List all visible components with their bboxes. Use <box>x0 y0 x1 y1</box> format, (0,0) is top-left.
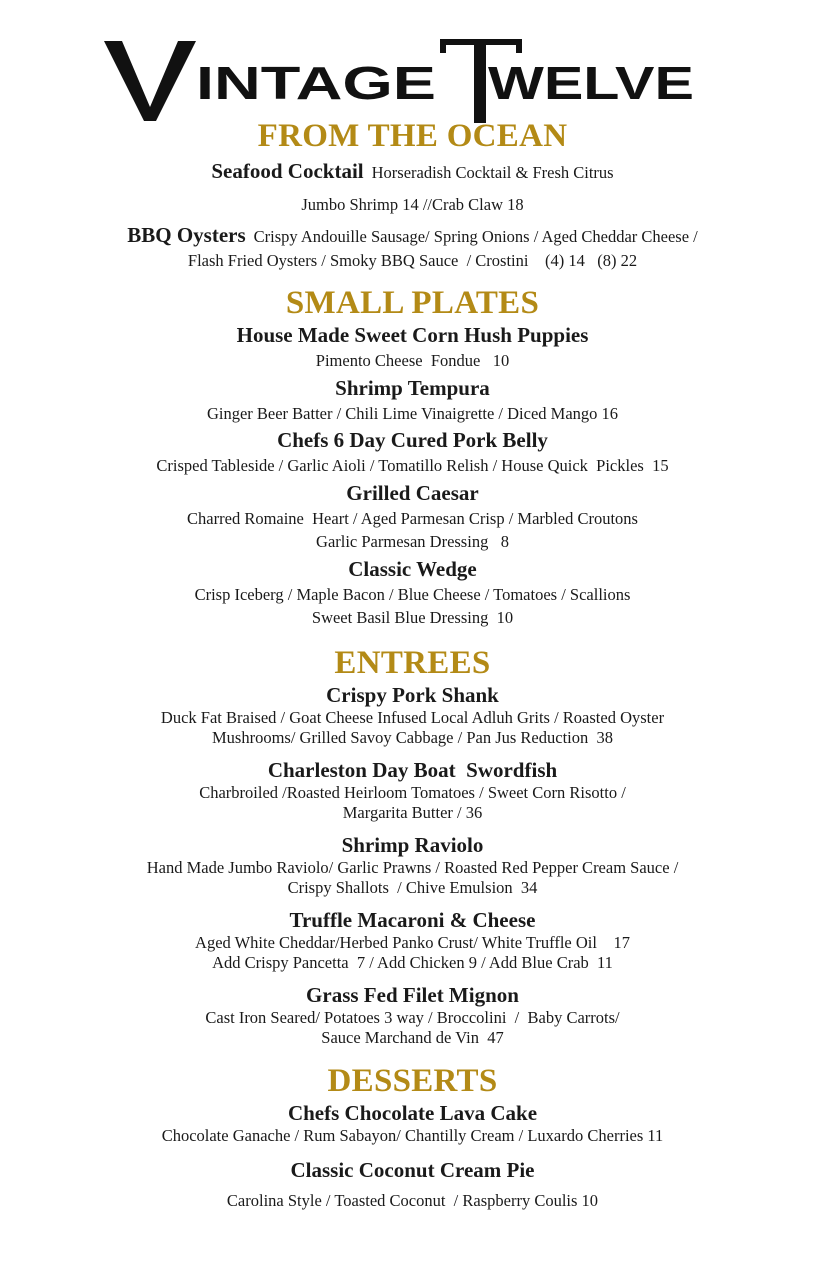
item-price-line: Jumbo Shrimp 14 //Crab Claw 18 <box>301 195 524 214</box>
section-title-desserts: DESSERTS <box>327 1062 498 1099</box>
item-desc: Crispy Andouille Sausage/ Spring Onions / Aged Cheddar Cheese / <box>253 226 698 246</box>
menu-item-bbq-oysters <box>0 222 825 251</box>
menu-item <box>0 481 825 553</box>
logo-t-serif-right <box>516 39 522 53</box>
menu-item <box>0 323 825 372</box>
item-desc: Carolina Style / Toasted Coconut / Raspberry Coulis 10 <box>226 1191 599 1210</box>
item-name: Grass Fed Filet Mignon <box>306 982 519 1007</box>
item-desc: Sauce Marchand de Vin 47 <box>321 1028 504 1047</box>
item-name: Grilled Caesar <box>346 480 479 505</box>
item-desc: Cast Iron Seared/ Potatoes 3 way / Broccolini / Baby Carrots/ <box>205 1007 620 1027</box>
item-desc: Duck Fat Braised / Goat Cheese Infused Local Adluh Grits / Roasted Oyster <box>160 707 665 727</box>
section-title-entrees: ENTREES <box>334 644 491 681</box>
menu-item <box>0 683 825 749</box>
menu-item <box>0 557 825 629</box>
logo-graphic <box>104 37 696 123</box>
menu-item <box>0 1158 825 1212</box>
item-desc: Margarita Butter / 36 <box>342 803 483 822</box>
item-desc: Chocolate Ganache / Rum Sabayon/ Chantilly Cream / Luxardo Cherries 11 <box>161 1125 664 1145</box>
menu-item <box>0 376 825 425</box>
item-desc: Pimento Cheese Fondue 10 <box>315 351 510 370</box>
item-desc: Mushrooms/ Grilled Savoy Cabbage / Pan Jus Reduction 38 <box>211 728 613 747</box>
item-desc: Horseradish Cocktail & Fresh Citrus <box>371 163 614 182</box>
item-desc: Add Crispy Pancetta 7 / Add Chicken 9 / Add Blue Crab 11 <box>212 953 613 972</box>
item-name: Shrimp Raviolo <box>341 832 484 857</box>
item-name: Charleston Day Boat Swordfish <box>267 757 558 782</box>
menu-item <box>0 758 825 824</box>
item-desc: Crisp Iceberg / Maple Bacon / Blue Cheese / Tomatoes / Scallions <box>194 584 631 604</box>
item-name: House Made Sweet Corn Hush Puppies <box>236 323 589 347</box>
item-desc: Garlic Parmesan Dressing 8 <box>316 532 509 551</box>
desserts-list <box>0 1101 825 1212</box>
item-desc: Charred Romaine Heart / Aged Parmesan Crisp / Marbled Croutons <box>187 508 638 528</box>
item-desc: Aged White Cheddar/Herbed Panko Crust/ White Truffle Oil 17 <box>195 932 630 952</box>
logo-v-mark <box>104 41 196 121</box>
item-name: BBQ Oysters <box>127 222 246 247</box>
logo <box>104 37 696 123</box>
section-title-ocean: FROM THE OCEAN <box>257 118 568 154</box>
logo-t-stem <box>474 39 486 123</box>
item-name: Seafood Cocktail <box>211 159 364 183</box>
logo-text-right: WELVE <box>488 57 694 109</box>
item-desc: Ginger Beer Batter / Chili Lime Vinaigrette / Diced Mango 16 <box>206 403 619 423</box>
section-title-small-plates: SMALL PLATES <box>285 285 540 321</box>
item-desc-continued: Flash Fried Oysters / Smoky BBQ Sauce / Crostini (4) 14 (8) 22 <box>187 250 638 270</box>
menu <box>0 118 825 1212</box>
item-name: Shrimp Tempura <box>335 375 490 400</box>
item-name: Chefs Chocolate Lava Cake <box>287 1100 538 1125</box>
item-name: Classic Coconut Cream Pie <box>290 1158 535 1182</box>
menu-item <box>0 428 825 477</box>
item-desc: Sweet Basil Blue Dressing 10 <box>311 608 514 627</box>
menu-item <box>0 1101 825 1147</box>
small-plates-list <box>0 323 825 629</box>
item-desc: Crispy Shallots / Chive Emulsion 34 <box>287 878 538 897</box>
menu-item <box>0 908 825 974</box>
logo-text-left: INTAGE <box>196 57 436 109</box>
item-desc: Hand Made Jumbo Raviolo/ Garlic Prawns / Roasted Red Pepper Cream Sauce / <box>146 857 679 877</box>
item-name: Chefs 6 Day Cured Pork Belly <box>277 428 548 452</box>
item-desc: Charbroiled /Roasted Heirloom Tomatoes / Sweet Corn Risotto / <box>199 782 626 802</box>
item-name: Crispy Pork Shank <box>326 682 499 707</box>
item-name: Truffle Macaroni & Cheese <box>289 907 536 932</box>
menu-item-seafood-cocktail <box>0 158 825 187</box>
item-desc: Crisped Tableside / Garlic Aioli / Tomatillo Relish / House Quick Pickles 15 <box>156 456 669 475</box>
entrees-list <box>0 683 825 1049</box>
logo-t-serif-left <box>440 39 446 53</box>
item-name: Classic Wedge <box>348 556 477 581</box>
menu-item <box>0 983 825 1049</box>
menu-item <box>0 833 825 899</box>
